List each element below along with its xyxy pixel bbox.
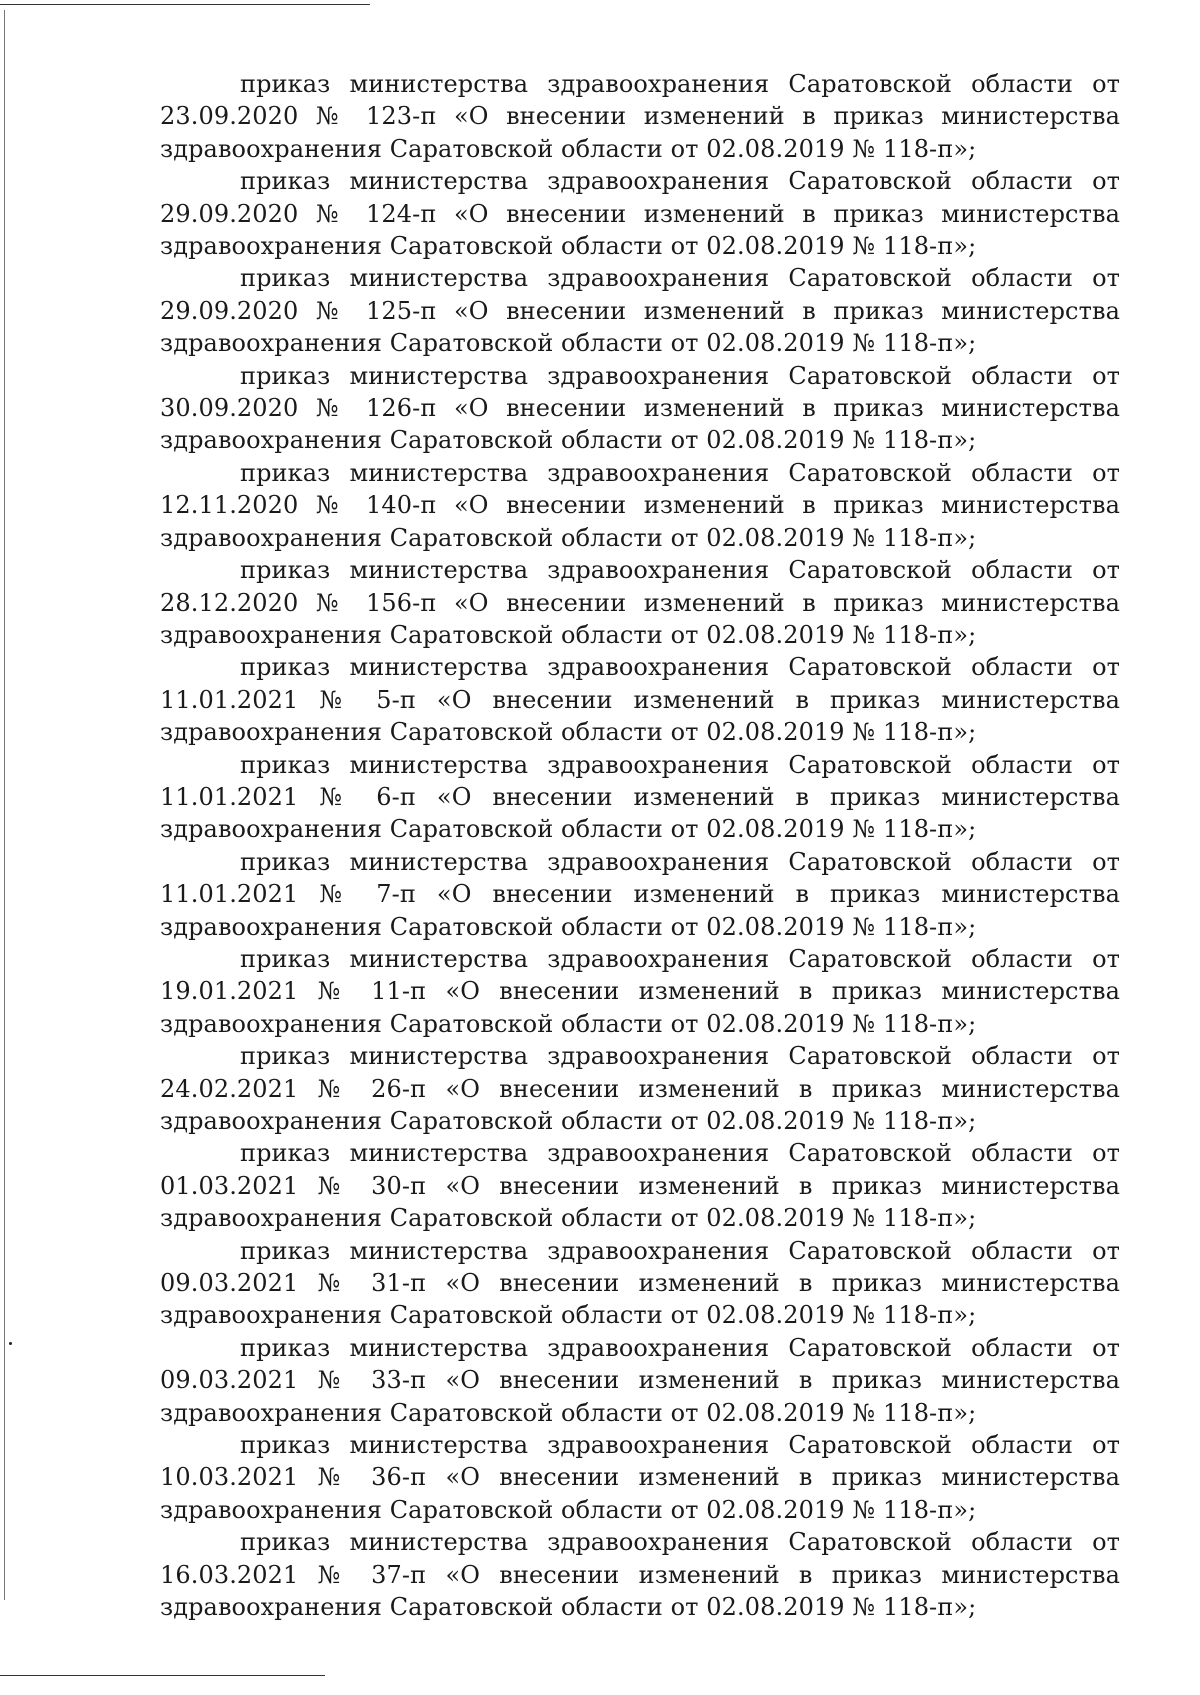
order-entry: приказ министерства здравоохранения Саратовской области от 19.01.2021 № 11-п «О внесении изменений в приказ министерства здравоохранения Саратовской области от 02.08.2019 № 118-п»; [160, 944, 1120, 1038]
order-entry: приказ министерства здравоохранения Саратовской области от 29.09.2020 № 124-п «О внесении изменений в приказ министерства здравоохранения Саратовской области от 02.08.2019 № 118-п»; [160, 167, 1120, 261]
order-entry: приказ министерства здравоохранения Саратовской области от 09.03.2021 № 31-п «О внесении изменений в приказ министерства здравоохранения Саратовской области от 02.08.2019 № 118-п»; [160, 1236, 1120, 1330]
order-entry: приказ министерства здравоохранения Саратовской области от 10.03.2021 № 36-п «О внесении изменений в приказ министерства здравоохранения Саратовской области от 02.08.2019 № 118-п»; [160, 1431, 1120, 1524]
order-entry: приказ министерства здравоохранения Саратовской области от 12.11.2020 № 140-п «О внесении изменений в приказ министерства здравоохранения Саратовской области от 02.08.2019 № 118-п»; [160, 458, 1120, 552]
order-entry: приказ министерства здравоохранения Саратовской области от 09.03.2021 № 33-п «О внесении изменений в приказ министерства здравоохранения Саратовской области от 02.08.2019 № 118-п»; [160, 1333, 1120, 1427]
order-entry: приказ министерства здравоохранения Саратовской области от 11.01.2021 № 7-п «О внесении изменений в приказ министерства здравоохранения Саратовской области от 02.08.2019 № 118-п»; [160, 847, 1120, 941]
scan-artifact-top-line [0, 4, 370, 5]
order-entry: приказ министерства здравоохранения Саратовской области от 11.01.2021 № 6-п «О внесении изменений в приказ министерства здравоохранения Саратовской области от 02.08.2019 № 118-п»; [160, 750, 1120, 844]
scan-artifact-dot [9, 1342, 12, 1345]
order-entry: приказ министерства здравоохранения Саратовской области от 24.02.2021 № 26-п «О внесении изменений в приказ министерства здравоохранения Саратовской области от 02.08.2019 № 118-п»; [160, 1042, 1120, 1135]
order-entry: приказ министерства здравоохранения Саратовской области от 29.09.2020 № 125-п «О внесении изменений в приказ министерства здравоохранения Саратовской области от 02.08.2019 № 118-п»; [160, 264, 1120, 358]
document-body [160, 68, 1120, 1624]
order-entry: приказ министерства здравоохранения Саратовской области от 11.01.2021 № 5-п «О внесении изменений в приказ министерства здравоохранения Саратовской области от 02.08.2019 № 118-п»; [160, 653, 1120, 747]
scan-artifact-left-edge [4, 10, 5, 1600]
order-entry: приказ министерства здравоохранения Саратовской области от 23.09.2020 № 123-п «О внесении изменений в приказ министерства здравоохранения Саратовской области от 02.08.2019 № 118-п»; [160, 70, 1120, 163]
scan-artifact-bottom-line [0, 1675, 325, 1676]
order-entry: приказ министерства здравоохранения Саратовской области от 28.12.2020 № 156-п «О внесении изменений в приказ министерства здравоохранения Саратовской области от 02.08.2019 № 118-п»; [160, 556, 1120, 649]
order-entry: приказ министерства здравоохранения Саратовской области от 01.03.2021 № 30-п «О внесении изменений в приказ министерства здравоохранения Саратовской области от 02.08.2019 № 118-п»; [160, 1139, 1120, 1233]
order-entry: приказ министерства здравоохранения Саратовской области от 16.03.2021 № 37-п «О внесении изменений в приказ министерства здравоохранения Саратовской области от 02.08.2019 № 118-п»; [160, 1528, 1120, 1622]
order-entry: приказ министерства здравоохранения Саратовской области от 30.09.2020 № 126-п «О внесении изменений в приказ министерства здравоохранения Саратовской области от 02.08.2019 № 118-п»; [160, 361, 1120, 455]
